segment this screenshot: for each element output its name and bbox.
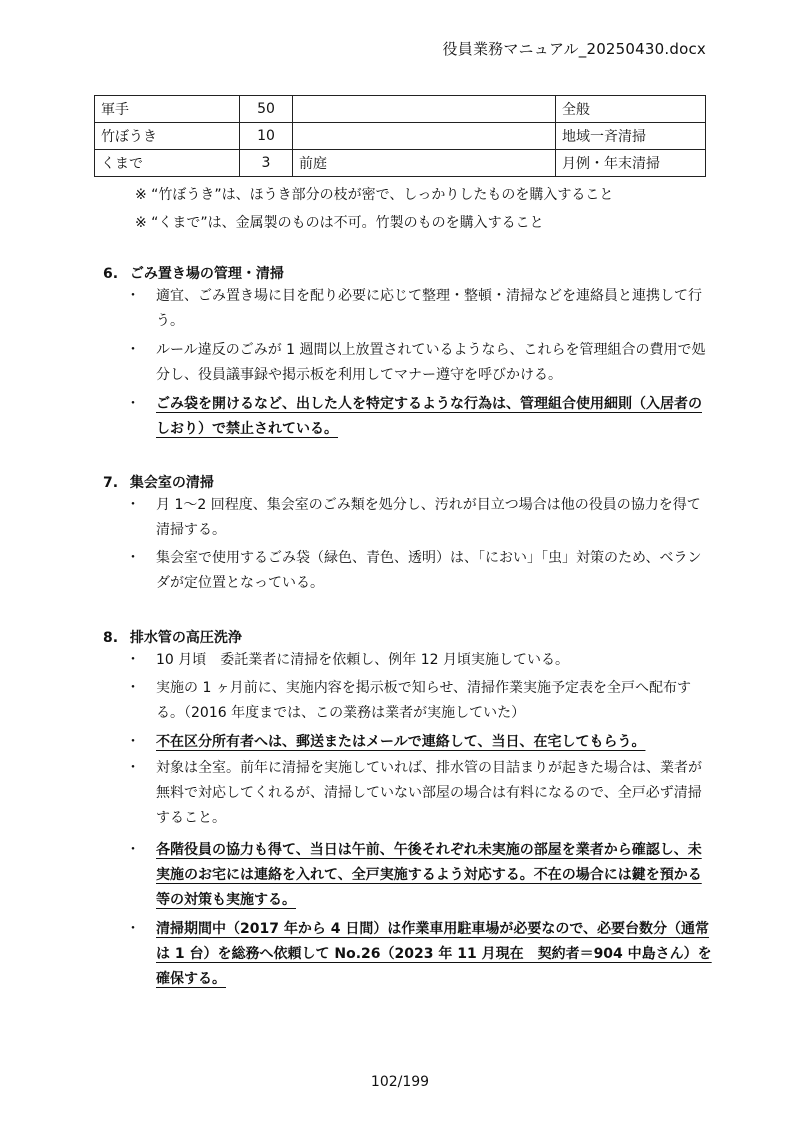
section-number: 6. [103, 266, 119, 282]
table-cell [293, 123, 556, 150]
table-cell: くまで [95, 150, 240, 177]
section-title: 集会室の清掃 [129, 475, 214, 491]
section-heading [103, 263, 284, 283]
table-cell: 月例・年末清掃 [556, 150, 706, 177]
list-item-text: 10 月頃 委託業者に清掃を依頼し、例年 12 月頃実施している。 [156, 652, 569, 668]
bullet: ・ [126, 342, 140, 358]
table-cell: 地域一斉清掃 [556, 123, 706, 150]
bullet: ・ [126, 921, 140, 937]
list-item-text: 月 1〜2 回程度、集会室のごみ類を処分し、汚れが目立つ場合は他の役員の協力を得て清掃する。 [156, 497, 701, 538]
note-line: ※ “くまで”は、金属製のものは不可。竹製のものを購入すること [135, 215, 544, 231]
bullet: ・ [126, 288, 140, 304]
bullet: ・ [126, 497, 140, 513]
bullet: ・ [126, 550, 140, 566]
table-cell: 10 [240, 123, 293, 150]
list-item-text: 集会室で使用するごみ袋（緑色、青色、透明）は、「におい」「虫」対策のため、ベランダが定位置となっている。 [156, 550, 702, 591]
bullet: ・ [126, 734, 140, 750]
list-item [126, 917, 714, 992]
table-row [95, 150, 706, 177]
list-item-text: 適宜、ごみ置き場に目を配り必要に応じて整理・整頓・清掃などを連絡員と連携して行う。 [156, 288, 702, 329]
list-item [126, 730, 714, 755]
bullet: ・ [126, 652, 140, 668]
bullet: ・ [126, 842, 140, 858]
section-number: 8. [103, 630, 119, 646]
list-item-text: 対象は全室。前年に清掃を実施していれば、排水管の目詰まりが起きた場合は、業者が無料で対応してくれるが、清掃していない部屋の場合は有料になるので、全戸必ず清掃すること。 [156, 760, 702, 826]
list-item [126, 546, 714, 596]
table-cell: 3 [240, 150, 293, 177]
list-item [126, 756, 714, 831]
list-item-text: 清掃期間中（2017 年から 4 日間）は作業車用駐車場が必要なので、必要台数分（通常は 1 台）を総務へ依頼して No.26（2023 年 11 月現在 契約者＝904 中島さん）を確保する。 [156, 921, 712, 987]
list-item [126, 338, 714, 388]
list-item-text: ルール違反のごみが 1 週間以上放置されているようなら、これらを管理組合の費用で処分し、役員議事録や掲示板を利用してマナー遵守を呼びかける。 [156, 342, 706, 383]
table-row [95, 96, 706, 123]
section-heading [103, 472, 214, 492]
bullet: ・ [126, 680, 140, 696]
list-item-text: 実施の 1 ヶ月前に、実施内容を掲示板で知らせ、清掃作業実施予定表を全戸へ配布する。（2016 年度までは、この業務は業者が実施していた） [156, 680, 691, 721]
table-row [95, 123, 706, 150]
section-title: ごみ置き場の管理・清掃 [129, 266, 284, 282]
table-cell: 全般 [556, 96, 706, 123]
tools-table [94, 95, 706, 177]
note-line: ※ “竹ぼうき”は、ほうき部分の枝が密で、しっかりしたものを購入すること [135, 187, 614, 203]
bullet: ・ [126, 396, 140, 412]
section-title: 排水管の高圧洗浄 [129, 630, 242, 646]
section-heading [103, 627, 242, 647]
table-cell [293, 96, 556, 123]
document-filename: 役員業務マニュアル_20250430.docx [442, 40, 706, 58]
table-cell: 50 [240, 96, 293, 123]
page-number: 102/199 [370, 1074, 430, 1090]
list-item-text: 各階役員の協力も得て、当日は午前、午後それぞれ未実施の部屋を業者から確認し、未実施のお宅には連絡を入れて、全戸実施するよう対応する。不在の場合には鍵を預かる等の対策も実施する。 [156, 842, 702, 908]
list-item [126, 392, 714, 442]
list-item [126, 838, 714, 913]
list-item-text: ごみ袋を開けるなど、出した人を特定するような行為は、管理組合使用細則（入居者のしおり）で禁止されている。 [156, 396, 702, 437]
table-cell: 軍手 [95, 96, 240, 123]
table-cell: 前庭 [293, 150, 556, 177]
list-item-text: 不在区分所有者へは、郵送またはメールで連絡して、当日、在宅してもらう。 [156, 734, 646, 750]
bullet: ・ [126, 760, 140, 776]
table-cell: 竹ぼうき [95, 123, 240, 150]
list-item [126, 676, 714, 726]
list-item [126, 284, 714, 334]
list-item [126, 493, 714, 543]
section-number: 7. [103, 475, 119, 491]
list-item [126, 648, 714, 673]
